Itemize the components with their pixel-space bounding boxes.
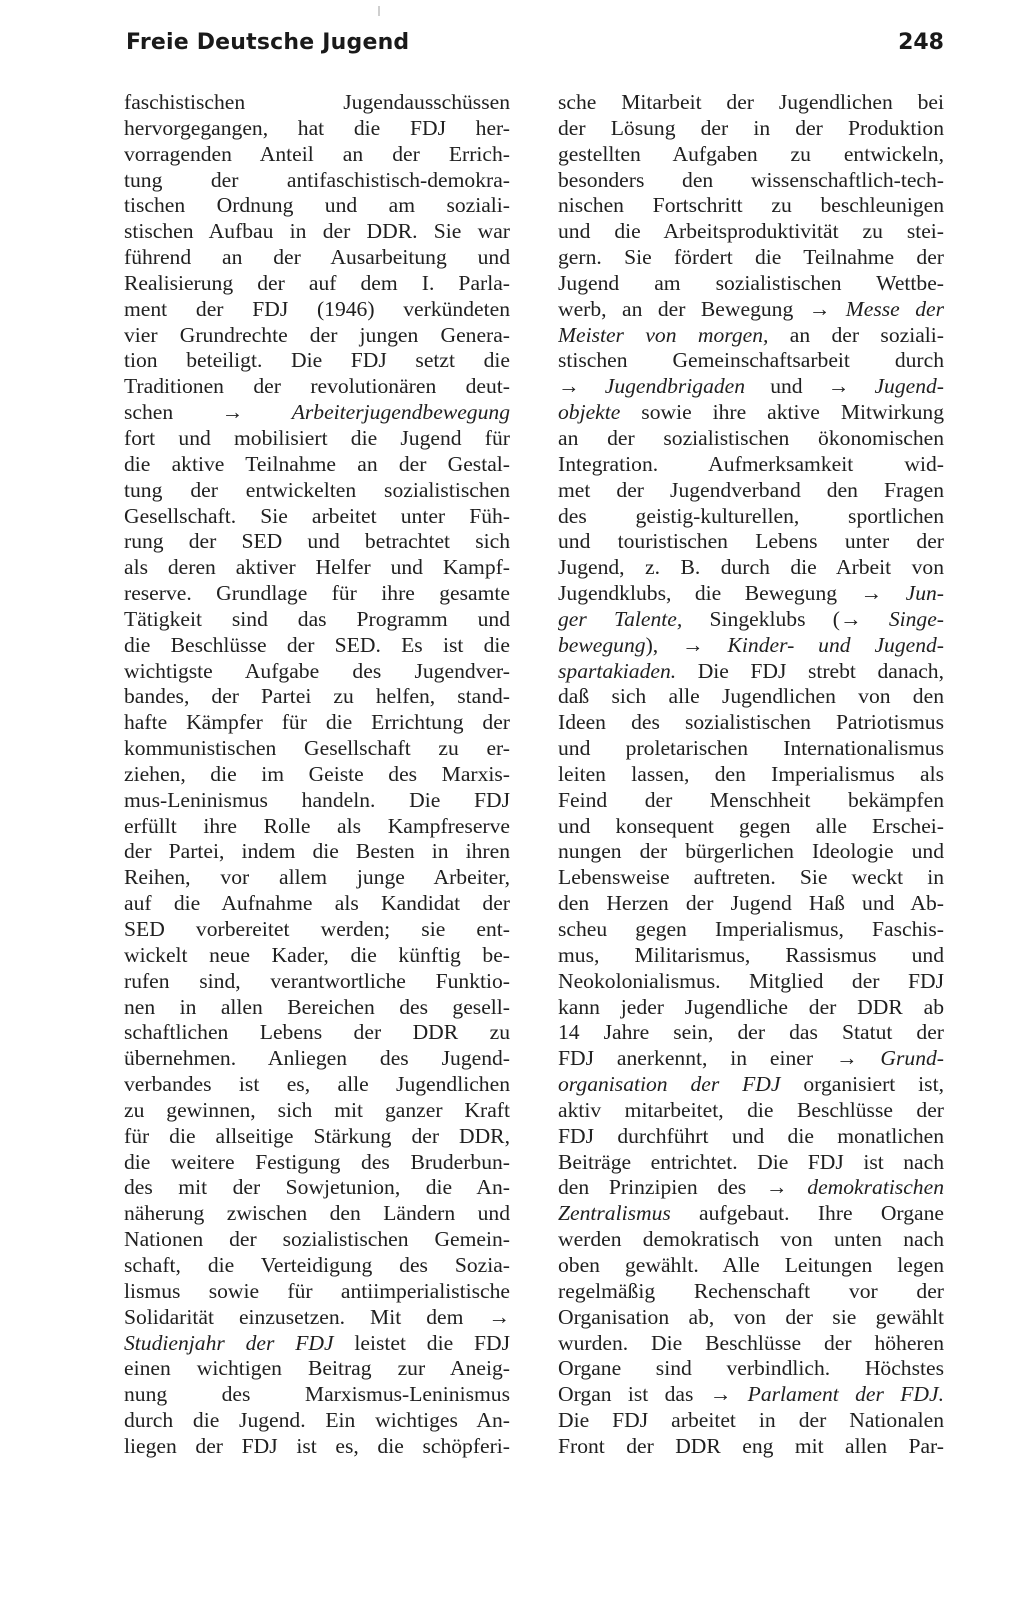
text-line — [124, 659, 510, 685]
italic-reference: Grund- — [880, 1046, 944, 1071]
text-line — [558, 142, 944, 168]
text-line — [124, 504, 510, 530]
text-run: Jugendklubs, die Bewegung → — [558, 581, 906, 606]
text-run: fort und mobilisiert die Jugend für — [124, 425, 510, 450]
text-run: und proletarischen Internationalismus — [558, 736, 944, 761]
text-line — [124, 168, 510, 194]
text-run: vier Grundrechte der jungen Genera- — [124, 322, 510, 347]
text-line — [124, 1046, 510, 1072]
text-run: auf die Aufnahme als Kandidat der — [124, 891, 510, 916]
text-line — [124, 374, 510, 400]
text-run: nung des Marxismus-Leninismus — [124, 1382, 510, 1407]
text-line — [558, 348, 944, 374]
text-line — [558, 1175, 944, 1201]
text-line — [558, 1072, 944, 1098]
italic-reference: Parlament der FDJ. — [747, 1382, 944, 1407]
text-run: schen → — [124, 400, 292, 425]
text-run: schaft, die Verteidigung des Sozia- — [124, 1252, 510, 1277]
text-run: hervorgegangen, hat die FDJ her- — [124, 115, 510, 140]
text-run: Realisierung der auf dem I. Parla- — [124, 270, 510, 295]
text-run: Neokolonialismus. Mitglied der FDJ — [558, 968, 944, 993]
text-run: Reihen, vor allem junge Arbeiter, — [124, 865, 510, 890]
text-line — [124, 865, 510, 891]
text-run: Integration. Aufmerksamkeit wid- — [558, 451, 944, 476]
text-run: die weitere Festigung des Bruderbun- — [124, 1149, 510, 1174]
text-line — [558, 995, 944, 1021]
text-run: ), → — [645, 632, 728, 657]
text-line — [124, 1020, 510, 1046]
page-number: 248 — [898, 30, 944, 55]
text-line — [124, 917, 510, 943]
text-line — [558, 710, 944, 736]
text-line — [124, 426, 510, 452]
text-run: scheu gegen Imperialismus, Faschis- — [558, 917, 944, 941]
text-line — [558, 865, 944, 891]
page-header — [126, 30, 944, 70]
text-run: FDJ durchführt und die monatlichen — [558, 1123, 944, 1148]
text-run: aufgebaut. Ihre Organe — [670, 1201, 944, 1226]
text-line — [558, 1046, 944, 1072]
italic-reference: Messe der — [845, 296, 944, 321]
text-run: Singeklubs (→ — [682, 606, 889, 631]
text-run: SED vorbereitet werden; sie ent- — [124, 917, 510, 941]
text-line — [558, 374, 944, 400]
text-line — [124, 607, 510, 633]
text-line — [124, 969, 510, 995]
text-line — [124, 581, 510, 607]
text-run: → — [558, 374, 605, 399]
text-line — [558, 736, 944, 762]
text-run: wurden. Die Beschlüsse der höheren — [558, 1330, 944, 1355]
scan-mark — [378, 6, 380, 16]
text-line — [558, 1408, 944, 1434]
running-head: Freie Deutsche Jugend — [126, 30, 410, 55]
text-line — [558, 555, 944, 581]
text-line — [124, 1072, 510, 1098]
text-line — [558, 633, 944, 659]
text-run: Tätigkeit sind das Programm und — [124, 606, 510, 631]
text-line — [124, 142, 510, 168]
text-run: Die FDJ strebt danach, — [676, 658, 944, 683]
text-run: der Partei, indem die Besten in ihren — [124, 839, 510, 864]
text-line — [124, 400, 510, 426]
text-line — [124, 1331, 510, 1357]
text-run: übernehmen. Anliegen des Jugend- — [124, 1046, 510, 1071]
text-line — [558, 581, 944, 607]
text-run: Traditionen der revolutionären deut- — [124, 374, 510, 399]
italic-reference: demokratischen — [807, 1175, 944, 1200]
text-run: wickelt neue Kader, die künftig be- — [124, 942, 510, 967]
text-run: rufen sind, verantwortliche Funktio- — [124, 968, 510, 993]
italic-reference: ger Talente, — [558, 606, 683, 631]
text-run: und touristischen Lebens unter der — [558, 529, 944, 554]
text-line — [124, 736, 510, 762]
text-line — [558, 969, 944, 995]
text-run: aktiv mitarbeitet, die Beschlüsse der — [558, 1097, 944, 1122]
text-run: gern. Sie fördert die Teilnahme der — [558, 245, 944, 270]
text-run: näherung zwischen den Ländern und — [124, 1201, 510, 1226]
text-run: leiten lassen, den Imperialismus als — [558, 761, 944, 786]
text-line — [124, 529, 510, 555]
text-run: Front der DDR eng mit allen Par- — [558, 1433, 944, 1458]
text-line — [558, 219, 944, 245]
text-run: nen in allen Bereichen des gesell- — [124, 994, 510, 1019]
text-line — [558, 168, 944, 194]
text-run: lismus sowie für antiimperialistische — [124, 1278, 510, 1303]
text-line — [124, 297, 510, 323]
text-line — [558, 426, 944, 452]
text-line — [124, 1201, 510, 1227]
text-line — [558, 245, 944, 271]
text-line — [558, 659, 944, 685]
text-line — [558, 762, 944, 788]
text-line — [124, 633, 510, 659]
text-line — [124, 788, 510, 814]
text-run: sche Mitarbeit der Jugendlichen bei — [558, 90, 944, 114]
text-run: FDJ anerkennt, in einer → — [558, 1046, 881, 1071]
text-run: Nationen der sozialistischen Gemein- — [124, 1227, 510, 1252]
text-run: liegen der FDJ ist es, die schöpferi- — [124, 1433, 510, 1458]
text-line — [558, 478, 944, 504]
text-line — [124, 323, 510, 349]
text-line — [558, 684, 944, 710]
italic-reference: Meister von morgen, — [558, 322, 769, 347]
text-line — [558, 116, 944, 142]
text-run: ment der FDJ (1946) verkündeten — [124, 296, 510, 321]
text-line — [124, 891, 510, 917]
text-run: daß sich alle Jugendlichen von den — [558, 684, 944, 709]
text-run: wichtigste Aufgabe des Jugendver- — [124, 658, 510, 683]
text-run: Solidarität einzusetzen. Mit dem → — [124, 1304, 510, 1329]
text-line — [124, 219, 510, 245]
text-run: leistet die FDJ — [333, 1330, 510, 1355]
text-line — [124, 1227, 510, 1253]
text-run: den Herzen der Jugend Haß und Ab- — [558, 891, 944, 916]
text-run: des geistig-kulturellen, sportlichen — [558, 503, 944, 528]
italic-reference: Zentralismus — [558, 1201, 671, 1226]
text-line — [558, 1434, 944, 1460]
text-run: tung der entwickelten sozialistischen — [124, 477, 510, 502]
text-run: für die allseitige Stärkung der DDR, — [124, 1123, 510, 1148]
text-line — [558, 943, 944, 969]
text-run: einen wichtigen Beitrag zur Aneig- — [124, 1356, 510, 1381]
text-run: kommunistischen Gesellschaft zu er- — [124, 736, 510, 761]
text-line — [124, 1434, 510, 1460]
text-run: Gesellschaft. Sie arbeitet unter Füh- — [124, 503, 510, 528]
text-run: tion beteiligt. Die FDJ setzt die — [124, 348, 510, 373]
italic-reference: Kinder- und Jugend- — [727, 632, 944, 657]
text-run: oben gewählt. Alle Leitungen legen — [558, 1252, 944, 1277]
text-run: an der soziali- — [768, 322, 944, 347]
text-line — [558, 90, 944, 116]
text-run: gestellten Aufgaben zu entwickeln, — [558, 141, 944, 166]
text-line — [124, 348, 510, 374]
text-run: besonders den wissenschaftlich-tech- — [558, 167, 944, 192]
italic-reference: Jugend- — [874, 374, 944, 399]
text-run: durch die Jugend. Ein wichtiges An- — [124, 1408, 510, 1433]
text-line — [124, 271, 510, 297]
text-run: tischen Ordnung und am soziali- — [124, 193, 510, 218]
text-run: und konsequent gegen alle Erschei- — [558, 813, 944, 838]
text-line — [558, 400, 944, 426]
text-run: und die Arbeitsproduktivität zu stei- — [558, 219, 944, 244]
text-line — [558, 1382, 944, 1408]
text-line — [124, 814, 510, 840]
text-line — [558, 1020, 944, 1046]
italic-reference: Arbeiterjugendbewegung — [291, 400, 510, 425]
text-line — [558, 529, 944, 555]
text-line — [124, 1382, 510, 1408]
text-line — [558, 1124, 944, 1150]
text-line — [124, 116, 510, 142]
text-line — [558, 1253, 944, 1279]
text-run: Organe sind verbindlich. Höchstes — [558, 1356, 944, 1381]
text-run: und → — [745, 374, 875, 399]
italic-reference: objekte — [558, 400, 621, 425]
text-run: führend an der Ausarbeitung und — [124, 245, 510, 270]
text-run: organisiert ist, — [780, 1072, 944, 1097]
text-line — [558, 891, 944, 917]
text-run: als deren aktiver Helfer und Kampf- — [124, 555, 510, 580]
text-line — [558, 297, 944, 323]
text-line — [124, 452, 510, 478]
text-line — [124, 684, 510, 710]
text-run: regelmäßig Rechenschaft vor der — [558, 1278, 944, 1303]
italic-reference: bewegung — [558, 632, 646, 657]
text-line — [558, 1150, 944, 1176]
text-line — [124, 555, 510, 581]
text-run: Organisation ab, von der sie gewählt — [558, 1304, 944, 1329]
text-run: hafte Kämpfer für die Errichtung der — [124, 710, 510, 735]
text-run: sowie ihre aktive Mitwirkung — [620, 400, 944, 425]
italic-reference: Singe- — [888, 606, 944, 631]
text-line — [124, 90, 510, 116]
text-line — [124, 1253, 510, 1279]
text-line — [558, 1356, 944, 1382]
text-line — [558, 1305, 944, 1331]
text-line — [558, 271, 944, 297]
italic-reference: organisation der FDJ — [558, 1072, 781, 1097]
text-run: kann jeder Jugendliche der DDR ab — [558, 994, 944, 1019]
italic-reference: spartakiaden. — [558, 658, 677, 683]
text-run: erfüllt ihre Rolle als Kampfreserve — [124, 813, 510, 838]
text-run: Die FDJ arbeitet in der Nationalen — [558, 1408, 944, 1433]
text-line — [124, 1124, 510, 1150]
text-line — [124, 1150, 510, 1176]
text-run: werden demokratisch von unten nach — [558, 1227, 944, 1252]
text-run: stischen Aufbau in der DDR. Sie war — [124, 219, 510, 244]
text-run: reserve. Grundlage für ihre gesamte — [124, 581, 510, 606]
text-line — [124, 839, 510, 865]
text-line — [124, 1098, 510, 1124]
text-line — [124, 1356, 510, 1382]
text-run: Jugend, z. B. durch die Arbeit von — [558, 555, 944, 580]
text-line — [558, 839, 944, 865]
text-run: vorragenden Anteil an der Errich- — [124, 141, 510, 166]
text-run: mus-Leninismus handeln. Die FDJ — [124, 787, 510, 812]
text-run: tung der antifaschistisch-demokra- — [124, 167, 510, 192]
text-run: der Lösung der in der Produktion — [558, 115, 944, 140]
text-run: nungen der bürgerlichen Ideologie und — [558, 839, 944, 864]
text-line — [558, 323, 944, 349]
text-line — [124, 1408, 510, 1434]
text-line — [558, 504, 944, 530]
text-run: 14 Jahre sein, der das Statut der — [558, 1020, 944, 1045]
text-run: rung der SED und betrachtet sich — [124, 529, 510, 554]
text-run: Organ ist das → — [558, 1382, 748, 1407]
left-text-column — [124, 90, 510, 1460]
text-run: schaftlichen Lebens der DDR zu — [124, 1020, 510, 1045]
text-run: faschistischen Jugendausschüssen — [124, 90, 510, 114]
text-line — [558, 788, 944, 814]
text-run: die Beschlüsse der SED. Es ist die — [124, 632, 510, 657]
text-line — [124, 1305, 510, 1331]
text-line — [124, 710, 510, 736]
text-line — [558, 1331, 944, 1357]
text-run: mus, Militarismus, Rassismus und — [558, 942, 944, 967]
text-run: Jugend am sozialistischen Wettbe- — [558, 270, 944, 295]
italic-reference: Jun- — [905, 581, 944, 606]
text-line — [558, 607, 944, 633]
text-line — [124, 193, 510, 219]
text-run: an der sozialistischen ökonomischen — [558, 425, 944, 450]
text-line — [124, 478, 510, 504]
italic-reference: Studienjahr der FDJ — [124, 1330, 334, 1355]
text-run: stischen Gemeinschaftsarbeit durch — [558, 348, 944, 373]
right-text-column — [558, 90, 944, 1460]
text-run: verbandes ist es, alle Jugendlichen — [124, 1072, 510, 1097]
text-line — [558, 1201, 944, 1227]
text-run: die aktive Teilnahme an der Gestal- — [124, 451, 510, 476]
text-run: bandes, der Partei zu helfen, stand- — [124, 684, 510, 709]
text-run: den Prinzipien des → — [558, 1175, 808, 1200]
text-run: des mit der Sowjetunion, die An- — [124, 1175, 510, 1200]
text-line — [558, 917, 944, 943]
text-line — [124, 762, 510, 788]
text-line — [124, 1175, 510, 1201]
text-line — [124, 245, 510, 271]
text-run: Feind der Menschheit bekämpfen — [558, 787, 944, 812]
text-line — [124, 1279, 510, 1305]
text-line — [124, 943, 510, 969]
text-run: Ideen des sozialistischen Patriotismus — [558, 710, 944, 735]
text-run: met der Jugendverband den Fragen — [558, 477, 944, 502]
text-line — [558, 1227, 944, 1253]
text-run: zu gewinnen, sich mit ganzer Kraft — [124, 1097, 510, 1122]
text-line — [558, 1098, 944, 1124]
text-run: werb, an der Bewegung → — [558, 296, 846, 321]
text-run: Beiträge entrichtet. Die FDJ ist nach — [558, 1149, 944, 1174]
text-line — [124, 995, 510, 1021]
text-line — [558, 193, 944, 219]
text-line — [558, 452, 944, 478]
text-line — [558, 1279, 944, 1305]
italic-reference: Jugendbrigaden — [604, 374, 746, 399]
text-run: ziehen, die im Geiste des Marxis- — [124, 761, 510, 786]
text-run: Lebensweise auftreten. Sie weckt in — [558, 865, 944, 890]
text-run: nischen Fortschritt zu beschleunigen — [558, 193, 944, 218]
text-line — [558, 814, 944, 840]
